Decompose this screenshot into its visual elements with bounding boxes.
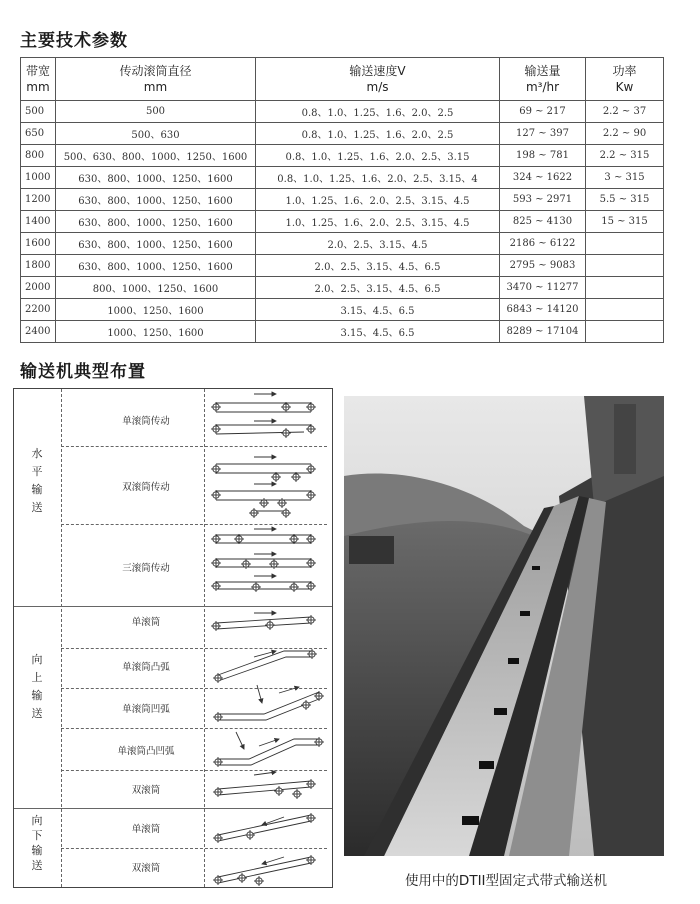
header-capacity: 输送量 m³/hr	[500, 58, 586, 101]
section-heading-params: 主要技术参数	[20, 31, 128, 51]
group-upward: 向 上 输 送	[31, 653, 43, 720]
table-row	[21, 145, 664, 167]
table-row	[21, 321, 664, 343]
table-cell: 3470 ~ 11277	[500, 277, 586, 299]
table-cell: 69 ~ 217	[500, 101, 586, 123]
table-cell: 1000、1250、1600	[56, 299, 256, 321]
table-cell: 0.8、1.0、1.25、1.6、2.0、2.5、3.15、4	[256, 167, 500, 189]
table-row	[21, 167, 664, 189]
layout-diagram-panel	[13, 388, 333, 888]
table-cell: 630、800、1000、1250、1600	[56, 211, 256, 233]
table-cell: 2200	[21, 299, 56, 321]
conveyor-photo	[344, 396, 664, 856]
table-cell: 630、800、1000、1250、1600	[56, 233, 256, 255]
table-cell: 800	[21, 145, 56, 167]
table-cell: 630、800、1000、1250、1600	[56, 255, 256, 277]
table-cell: 3.15、4.5、6.5	[256, 321, 500, 343]
group-horizontal: 水 平 输 送	[31, 447, 43, 514]
label-u-convex: 单滚筒凸弧	[122, 662, 170, 673]
table-cell: 1000、1250、1600	[56, 321, 256, 343]
schematic-u-double	[213, 772, 316, 799]
table-cell: 500	[56, 101, 256, 123]
table-cell	[586, 277, 664, 299]
table-cell: 3.15、4.5、6.5	[256, 299, 500, 321]
table-cell: 630、800、1000、1250、1600	[56, 167, 256, 189]
table-cell: 500、630	[56, 123, 256, 145]
header-belt-width: 带宽 mm	[21, 58, 56, 101]
table-cell	[586, 299, 664, 321]
table-header-row	[21, 58, 664, 101]
table-cell: 0.8、1.0、1.25、1.6、2.0、2.5	[256, 123, 500, 145]
table-cell: 324 ~ 1622	[500, 167, 586, 189]
label-u-double: 双滚筒	[131, 785, 161, 796]
header-speed: 输送速度V m/s	[256, 58, 500, 101]
section-heading-layout: 输送机典型布置	[20, 362, 146, 382]
table-row	[21, 101, 664, 123]
table-cell: 1200	[21, 189, 56, 211]
table-cell: 1400	[21, 211, 56, 233]
table-cell: 500	[21, 101, 56, 123]
schematic-h-triple	[211, 529, 316, 592]
table-cell: 127 ~ 397	[500, 123, 586, 145]
table-cell: 15 ~ 315	[586, 211, 664, 233]
table-cell	[586, 255, 664, 277]
table-cell: 2.2 ~ 37	[586, 101, 664, 123]
label-d-double: 双滚筒	[131, 863, 161, 874]
group-downward: 向 下 输 送	[31, 814, 43, 872]
label-u-single: 单滚筒	[131, 617, 161, 628]
table-cell: 2.2 ~ 90	[586, 123, 664, 145]
schematic-u-concave	[213, 685, 324, 722]
table-cell: 198 ~ 781	[500, 145, 586, 167]
spec-table	[20, 57, 664, 343]
label-u-concave: 单滚筒凹弧	[122, 704, 170, 715]
label-h-single: 单滚筒传动	[122, 416, 170, 427]
label-h-triple: 三滚筒传动	[122, 563, 170, 574]
table-row	[21, 211, 664, 233]
header-drum-diameter: 传动滚筒直径 mm	[56, 58, 256, 101]
schematic-u-convex	[213, 649, 317, 683]
schematic-h-double	[211, 457, 316, 518]
schematic-u-single	[211, 613, 316, 631]
table-cell: 8289 ~ 17104	[500, 321, 586, 343]
table-cell: 2400	[21, 321, 56, 343]
table-cell	[586, 321, 664, 343]
header-power: 功率 Kw	[586, 58, 664, 101]
table-cell: 1.0、1.25、1.6、2.0、2.5、3.15、4.5	[256, 189, 500, 211]
table-cell: 500、630、800、1000、1250、1600	[56, 145, 256, 167]
table-row	[21, 299, 664, 321]
label-d-single: 单滚筒	[131, 824, 161, 835]
label-h-double: 双滚筒传动	[122, 482, 170, 493]
table-cell: 1000	[21, 167, 56, 189]
table-cell: 800、1000、1250、1600	[56, 277, 256, 299]
table-cell: 2.2 ~ 315	[586, 145, 664, 167]
table-cell: 1800	[21, 255, 56, 277]
table-cell	[586, 233, 664, 255]
schematic-d-single	[213, 813, 316, 843]
table-cell: 2.0、2.5、3.15、4.5	[256, 233, 500, 255]
table-cell: 2.0、2.5、3.15、4.5、6.5	[256, 277, 500, 299]
table-cell: 3 ~ 315	[586, 167, 664, 189]
conveyor-schematics	[14, 389, 332, 887]
schematic-d-double	[213, 855, 316, 886]
table-row	[21, 255, 664, 277]
schematic-u-convex-concave	[213, 732, 324, 767]
table-cell: 2.0、2.5、3.15、4.5、6.5	[256, 255, 500, 277]
schematic-h-single	[211, 394, 316, 438]
table-cell: 630、800、1000、1250、1600	[56, 189, 256, 211]
table-cell: 593 ~ 2971	[500, 189, 586, 211]
table-cell: 650	[21, 123, 56, 145]
table-cell: 1600	[21, 233, 56, 255]
label-u-convex-concave: 单滚筒凸凹弧	[117, 746, 175, 757]
table-cell: 6843 ~ 14120	[500, 299, 586, 321]
photo-caption: 使用中的DTII型固定式带式输送机	[404, 873, 608, 889]
table-cell: 2000	[21, 277, 56, 299]
table-cell: 2186 ~ 6122	[500, 233, 586, 255]
table-row	[21, 123, 664, 145]
table-cell: 0.8、1.0、1.25、1.6、2.0、2.5、3.15	[256, 145, 500, 167]
table-cell: 2795 ~ 9083	[500, 255, 586, 277]
table-cell: 825 ~ 4130	[500, 211, 586, 233]
table-row	[21, 189, 664, 211]
table-row	[21, 277, 664, 299]
table-cell: 1.0、1.25、1.6、2.0、2.5、3.15、4.5	[256, 211, 500, 233]
table-row	[21, 233, 664, 255]
table-cell: 0.8、1.0、1.25、1.6、2.0、2.5	[256, 101, 500, 123]
table-cell: 5.5 ~ 315	[586, 189, 664, 211]
